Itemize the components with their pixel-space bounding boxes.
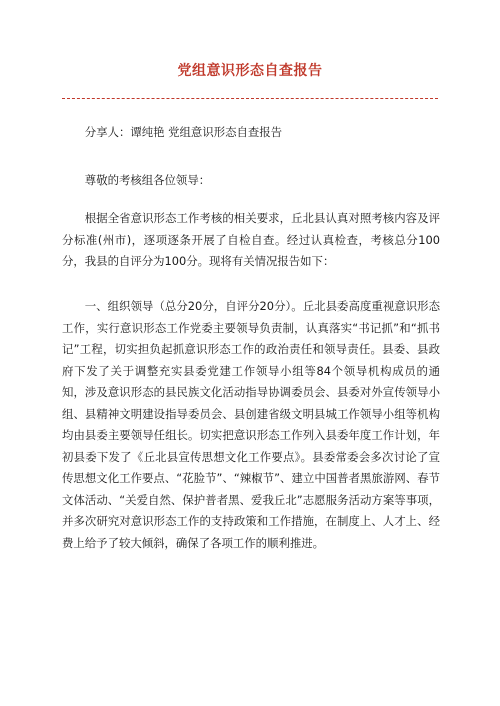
sharer-text: 分享人：谭纯艳 党组意识形态自查报告 xyxy=(84,125,283,139)
intro-paragraph xyxy=(62,208,440,273)
greeting-line xyxy=(62,170,440,192)
paragraph-section-one: 一、组织领导（总分20分，自评分20分）。丘北县委高度重视意识形态工作，实行意识形态工作党委主要领导负责制，认真落实“书记抓”和“抓书记”工程，切实担负起抓意识形态工作的政治责任和领导责任。县委、县政府下发了关于调整充实县委党建工作领导小组等84个领导机构成员的通知，涉及意识形态的县民族文化活动指导协调委员会、县委对外宣传领导小组、县精神文明建设指导委员会、县创建省级文明县城工作领导小组等机构均由县委主要领导任组长。切实把意识形态工作列入县委年度工作计划，年初县委下发了《丘北县宣传思想文化工作要点》。县委常委会多次讨论了宣传思想文化工作要点、“花脸节”、“辣椒节”、建立中国普者黑旅游网、春节文体活动、“关爱自然、保护普者黑、爱我丘北”志愿服务活动方案等事项，并多次研究对意识形态工作的支持政策和工作措施，在制度上、人才上、经费上给予了较大倾斜，确保了各项工作的顺利推进。 xyxy=(62,299,440,550)
section-one-paragraph xyxy=(62,296,440,554)
title-divider xyxy=(62,98,438,99)
document-title: 党组意识形态自查报告 xyxy=(177,63,323,79)
greeting-text: 尊敬的考核组各位领导： xyxy=(84,173,211,187)
paragraph-intro: 根据全省意识形态工作考核的相关要求，丘北县认真对照考核内容及评分标准(州市)，逐项逐条开展了自检自查。经过认真检查，考核总分100分，我县的自评分为100分。现将有关情况报告如下： xyxy=(62,211,440,268)
sharer-line xyxy=(62,122,440,144)
